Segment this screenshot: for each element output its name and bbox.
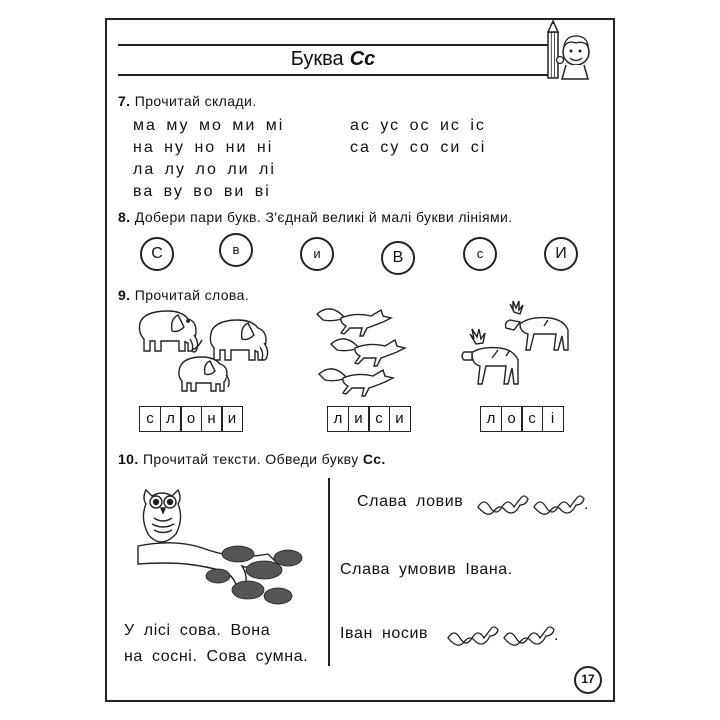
task8-instruction: Добери пари букв. З'єднай великі й малі букви лініями. [134, 209, 513, 225]
task8-heading [118, 209, 513, 225]
word-letter: л [480, 406, 502, 432]
syllables-left-row-4: ва ву во ви ві [133, 183, 271, 200]
period-mark: . [584, 496, 589, 513]
word-letter: и [389, 406, 411, 432]
task8-number: 8. [118, 209, 131, 225]
letter-circle-4[interactable]: В [381, 241, 415, 275]
title-text: Буква [290, 48, 344, 70]
letter-circle-1[interactable]: С [140, 237, 174, 271]
word-box-losi [480, 406, 564, 432]
task10-number: 10. [118, 451, 139, 467]
page-number: 17 [574, 666, 602, 694]
task10-instruction: Прочитай тексти. Обведи букву [142, 451, 359, 467]
task10-letter: Сс. [362, 451, 386, 467]
task9-instruction: Прочитай слова. [134, 287, 250, 303]
page-title [118, 44, 548, 74]
word-letter: л [327, 406, 349, 432]
task9-heading [118, 287, 249, 303]
task7-number: 7. [118, 93, 131, 109]
word-box-slony [139, 406, 243, 432]
owl-text-line-1: У лісі сова. Вона [124, 622, 271, 639]
word-letter: и [221, 406, 243, 432]
word-letter: о [180, 406, 202, 432]
task7-heading [118, 93, 257, 109]
period-mark: . [554, 627, 559, 644]
syllables-left-row-3: ла лу ло ли лі [133, 161, 276, 178]
syllables-left-row-1: ма му мо ми мі [133, 117, 285, 134]
elephants-illustration [130, 305, 280, 400]
pencil-boy-illustration [540, 18, 600, 82]
task10-heading [118, 451, 386, 467]
word-letter: л [160, 406, 182, 432]
column-divider [328, 478, 330, 666]
snakes-picture-2 [444, 618, 562, 648]
syllables-left-row-2: на ну но ни ні [133, 139, 274, 156]
letter-circle-5[interactable]: с [463, 237, 497, 271]
foxes-illustration [315, 302, 445, 402]
letter-circle-3[interactable]: и [300, 237, 334, 271]
owl-text-line-2: на сосні. Сова сумна. [124, 648, 309, 665]
word-letter: и [348, 406, 370, 432]
syllables-right-row-2: са су со си сі [350, 139, 487, 156]
letter-circle-2[interactable]: в [219, 233, 253, 267]
word-letter: і [542, 406, 564, 432]
letter-circle-6[interactable]: И [544, 237, 578, 271]
word-letter: н [201, 406, 223, 432]
task7-instruction: Прочитай склади. [134, 93, 257, 109]
syllables-right-row-1: ас ус ос ис іс [350, 117, 486, 134]
snakes-picture-1 [474, 487, 592, 517]
text-ivan-nosyv: Іван носив [340, 625, 429, 642]
word-box-lysy [327, 406, 411, 432]
task9-number: 9. [118, 287, 131, 303]
word-letter: с [521, 406, 543, 432]
title-letter: Сс [349, 48, 376, 70]
word-letter: с [139, 406, 161, 432]
word-letter: о [501, 406, 523, 432]
title-bottom-rule [118, 74, 548, 76]
moose-illustration [462, 300, 592, 400]
word-letter: с [368, 406, 390, 432]
text-slava-umovyv: Слава умовив Івана. [340, 561, 513, 578]
text-slava-lovyv: Слава ловив [357, 493, 464, 510]
owl-on-branch-illustration [138, 478, 308, 618]
